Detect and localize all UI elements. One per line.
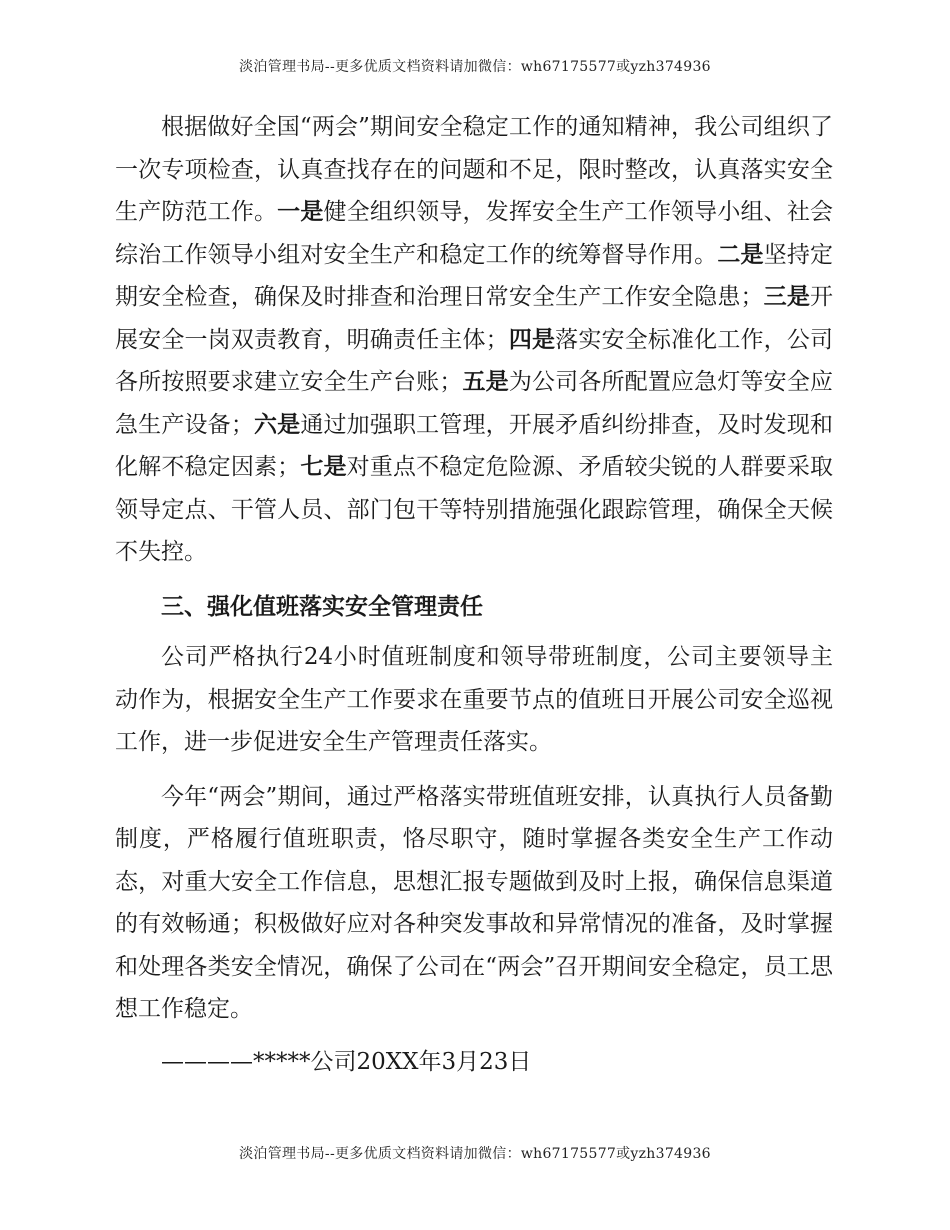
section-heading: 三、强化值班落实安全管理责任 (161, 592, 483, 620)
document-body (115, 106, 833, 1106)
item-text: 健全组织领导，发挥安全生产工作领导小组、社会综治工作领导小组对安全生产和稳定工作的统筹督导作用。 (115, 199, 834, 268)
item-label: 六是 (253, 410, 301, 438)
item-text: 坚持定期安全检查，确保及时排查和治理日常安全生产工作安全隐患； (115, 241, 834, 310)
item-label: 四是 (508, 325, 556, 353)
paragraph-two-sessions: 今年“两会”期间，通过严格落实带班值班安排，认真执行人员备勤制度，严格履行值班职责，恪尽职守，随时掌握各类安全生产工作动态，对重大安全工作信息，思想汇报专题做到及时上报，确保信息渠道的有效畅通；积极做好应对各种突发事故和异常情况的准备，及时掌握和处理各类安全情况，确保了公司在“两会”召开期间安全稳定，员工思想工作稳定。 (115, 783, 833, 1022)
paragraph-inspection (115, 106, 833, 574)
item-text: 落实安全标准化工作，公司各所按照要求建立安全生产台账； (115, 326, 834, 395)
paragraph-duty-system: 公司严格执行24小时值班制度和领导带班制度，公司主要领导主动作为，根据安全生产工作要求在重要节点的值班日开展公司安全巡视工作，进一步促进安全生产管理责任落实。 (115, 644, 833, 755)
item-text: 开展安全一岗双责教育，明确责任主体； (115, 284, 834, 353)
page-header: 淡泊管理书局--更多优质文档资料请加微信：wh67175577或yzh374936 (239, 59, 711, 75)
paragraph-intro: 根据做好全国“两会”期间安全稳定工作的通知精神，我公司组织了一次专项检查，认真查找存在的问题和不足，限时整改，认真落实安全生产防范工作。 (115, 114, 833, 225)
item-text: 对重点不稳定危险源、矛盾较尖锐的人群要采取领导定点、干管人员、部门包干等特别措施强化跟踪管理，确保全天候不失控。 (115, 454, 834, 565)
item-label: 七是 (300, 453, 347, 480)
item-label: 二是 (717, 240, 764, 268)
item-label: 三是 (763, 283, 811, 310)
item-text: 为公司各所配置应急灯等安全应急生产设备； (115, 369, 834, 438)
item-text: 通过加强职工管理，开展矛盾纠纷排查，及时发现和化解不稳定因素； (115, 411, 834, 480)
page-footer: 淡泊管理书局--更多优质文档资料请加微信：wh67175577或yzh374936 (239, 1146, 711, 1162)
signature-line: ————*****公司20XX年3月23日 (161, 1048, 532, 1075)
item-label: 五是 (462, 368, 509, 395)
item-label: 一是 (277, 198, 324, 225)
